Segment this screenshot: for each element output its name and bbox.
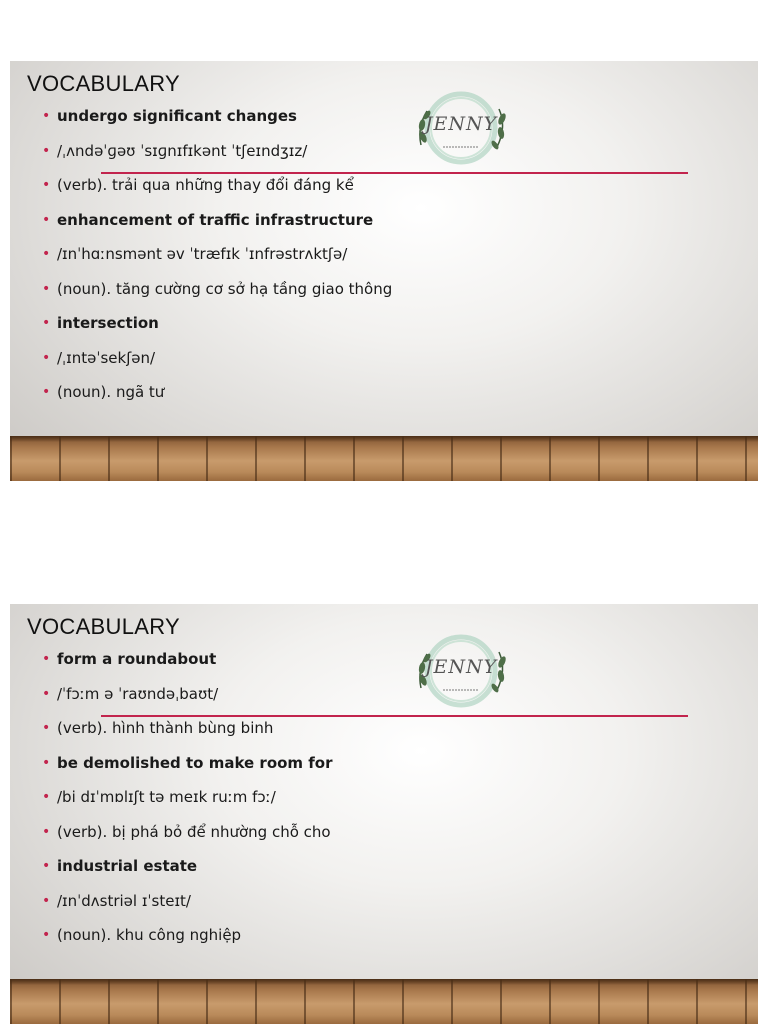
list-item: • (verb). bị phá bỏ để nhường chỗ cho xyxy=(42,822,331,841)
bullet-dot-icon: • xyxy=(42,142,51,159)
bullet-dot-icon: • xyxy=(42,720,51,736)
list-item: • (noun). ngã tư xyxy=(42,383,165,401)
slide-title: VOCABULARY xyxy=(27,614,180,639)
bullet-dot-icon: • xyxy=(42,858,51,874)
bullet-dot-icon: • xyxy=(42,280,51,297)
jenny-logo xyxy=(413,87,509,169)
bullet-dot-icon: • xyxy=(42,823,51,840)
slide-title: VOCABULARY xyxy=(27,71,180,96)
list-item: • /bi dɪˈmɒlɪʃt tə meɪk ruːm fɔː/ xyxy=(42,788,276,806)
bullet-dot-icon: • xyxy=(42,177,51,193)
list-item: • (verb). trải qua những thay đổi đáng kể xyxy=(42,176,354,194)
bullet-dot-icon: • xyxy=(42,685,51,702)
bullet-dot-icon: • xyxy=(42,246,51,262)
list-item: • (verb). hình thành bùng binh xyxy=(42,719,274,737)
list-item: • enhancement of traffic infrastructure xyxy=(42,210,374,229)
bullet-dot-icon: • xyxy=(42,349,51,366)
wood-floor xyxy=(10,436,758,481)
bullet-dot-icon: • xyxy=(42,754,51,771)
slide-2 xyxy=(10,604,758,1024)
vocabulary-list xyxy=(42,106,392,417)
list-item: • /ɪnˈdʌstriəl ɪˈsteɪt/ xyxy=(42,891,191,910)
slide-1 xyxy=(10,61,758,481)
bullet-dot-icon: • xyxy=(42,789,51,805)
bullet-dot-icon: • xyxy=(42,892,51,909)
list-item: • undergo significant changes xyxy=(42,107,297,125)
list-item: • form a roundabout xyxy=(42,650,217,668)
vocabulary-list xyxy=(42,649,333,960)
bullet-dot-icon: • xyxy=(42,651,51,667)
bullet-dot-icon: • xyxy=(42,315,51,331)
list-item: • /ˌɪntəˈsekʃən/ xyxy=(42,348,156,367)
list-item: • intersection xyxy=(42,314,159,332)
logo-text: JENNY xyxy=(424,113,498,135)
bullet-dot-icon: • xyxy=(42,927,51,943)
jenny-logo xyxy=(413,630,509,712)
list-item: • (noun). tăng cường cơ sở hạ tầng giao thông xyxy=(42,279,393,298)
list-item: • /ɪnˈhɑːnsmənt əv ˈtræfɪk ˈɪnfrəstrʌktʃə/ xyxy=(42,245,348,263)
wood-floor xyxy=(10,979,758,1024)
list-item: • be demolished to make room for xyxy=(42,753,333,772)
bullet-dot-icon: • xyxy=(42,384,51,400)
bullet-dot-icon: • xyxy=(42,108,51,124)
logo-text: JENNY xyxy=(424,656,498,678)
list-item: • /ˌʌndəˈɡəʊ ˈsɪɡnɪfɪkənt ˈtʃeɪndʒɪz/ xyxy=(42,141,308,160)
list-item: • (noun). khu công nghiệp xyxy=(42,926,242,944)
list-item: • /ˈfɔːm ə ˈraʊndəˌbaʊt/ xyxy=(42,684,219,703)
list-item: • industrial estate xyxy=(42,857,198,875)
bullet-dot-icon: • xyxy=(42,211,51,228)
